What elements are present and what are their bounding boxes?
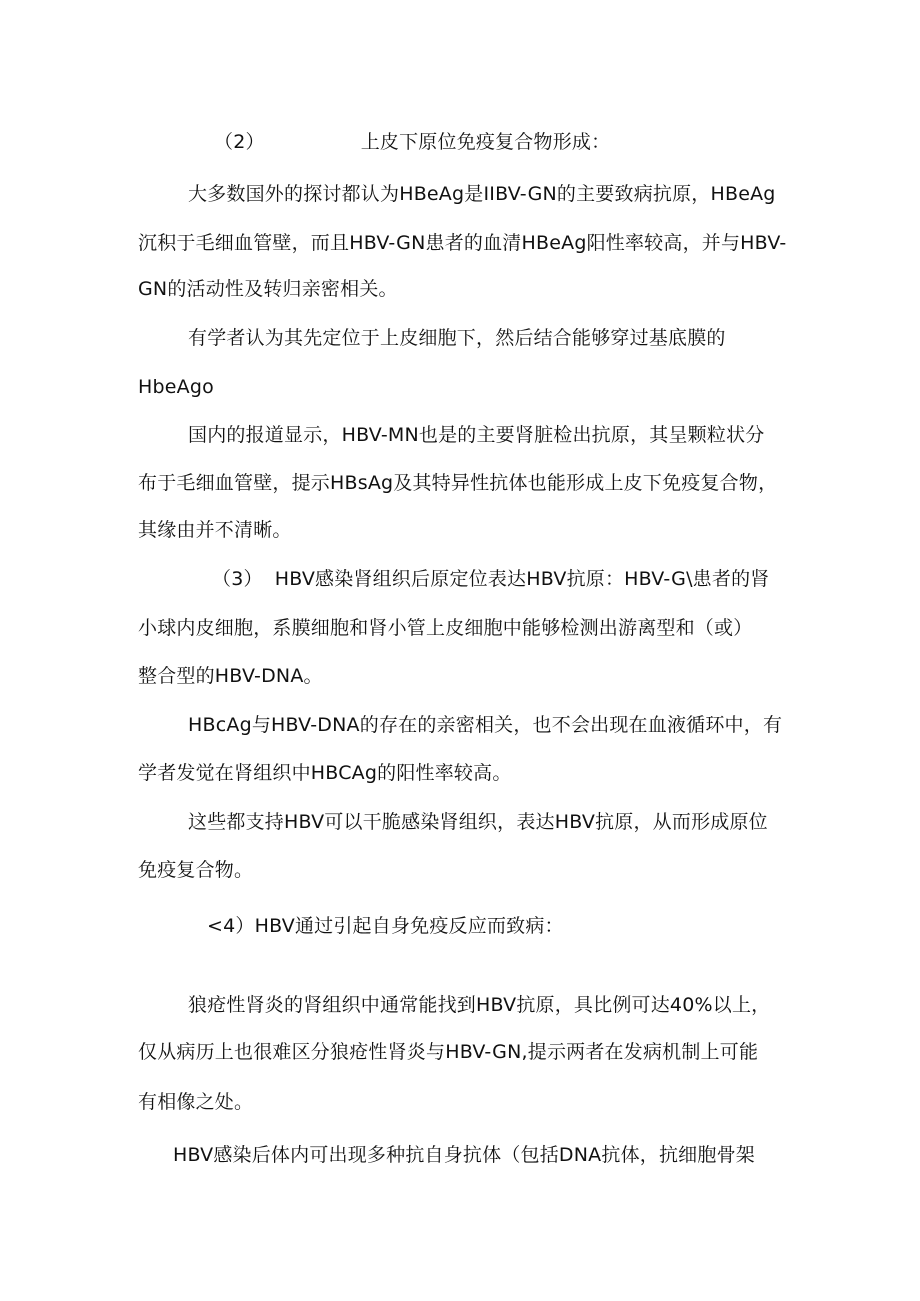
paragraph-8-line-1: HBV感染后体内可出现多种抗自身抗体（包括DNA抗体，抗细胞骨架 [173,1144,755,1166]
paragraph-7-line-3: 有相像之处。 [138,1091,254,1113]
paragraph-6-line-1: 这些都支持HBV可以干脆感染肾组织，表达HBV抗原，从而形成原位 [188,811,768,833]
paragraph-3-line-3: 其缘由并不清晰。 [138,519,292,541]
heading-4: <4）HBV通过引起自身免疫反应而致病： [207,915,564,937]
heading-2-number: （2） [214,131,265,153]
paragraph-2-line-1: 有学者认为其先定位于上皮细胞下，然后结合能够穿过基底膜的 [188,327,726,349]
heading-3-text: HBV感染肾组织后原定位表达HBV抗原：HBV-G\患者的肾 [274,568,770,590]
paragraph-1-line-1: 大多数国外的探讨都认为HBeAg是IIBV-GN的主要致病抗原，HBeAg [188,183,776,205]
paragraph-1-line-2: 沉积于毛细血管壁，而且HBV-GN患者的血清HBeAg阳性率较高，并与HBV- [138,232,787,254]
heading-3 [212,567,769,591]
paragraph-3-line-2: 布于毛细血管壁，提示HBsAg及其特异性抗体也能形成上皮下免疫复合物， [138,472,778,494]
paragraph-4-line-2: 整合型的HBV-DNA。 [138,665,323,687]
heading-2-title: 上皮下原位免疫复合物形成： [360,131,611,153]
paragraph-7-line-1: 狼疮性肾炎的肾组织中通常能找到HBV抗原，具比例可达40%以上， [188,994,771,1016]
paragraph-5-line-1: HBcAg与HBV-DNA的存在的亲密相关，也不会出现在血液循环中，有 [188,714,783,736]
paragraph-1-line-3: GN的活动性及转归亲密相关。 [138,278,398,300]
paragraph-4-line-1: 小球内皮细胞，系膜细胞和肾小管上皮细胞中能够检测出游离型和（或） [138,617,753,639]
paragraph-3-line-1: 国内的报道显示，HBV-MN也是的主要肾脏检出抗原，其呈颗粒状分 [188,424,765,446]
paragraph-7-line-2: 仅从病历上也很难区分狼疮性肾炎与HBV-GN,提示两者在发病机制上可能 [138,1041,759,1063]
heading-3-number: （3） [212,568,263,590]
paragraph-2-line-2: HbeAgo [138,376,214,398]
heading-2 [214,130,610,154]
paragraph-5-line-2: 学者发觉在肾组织中HBCAg的阳性率较高。 [138,762,512,784]
paragraph-6-line-2: 免疫复合物。 [138,859,254,881]
